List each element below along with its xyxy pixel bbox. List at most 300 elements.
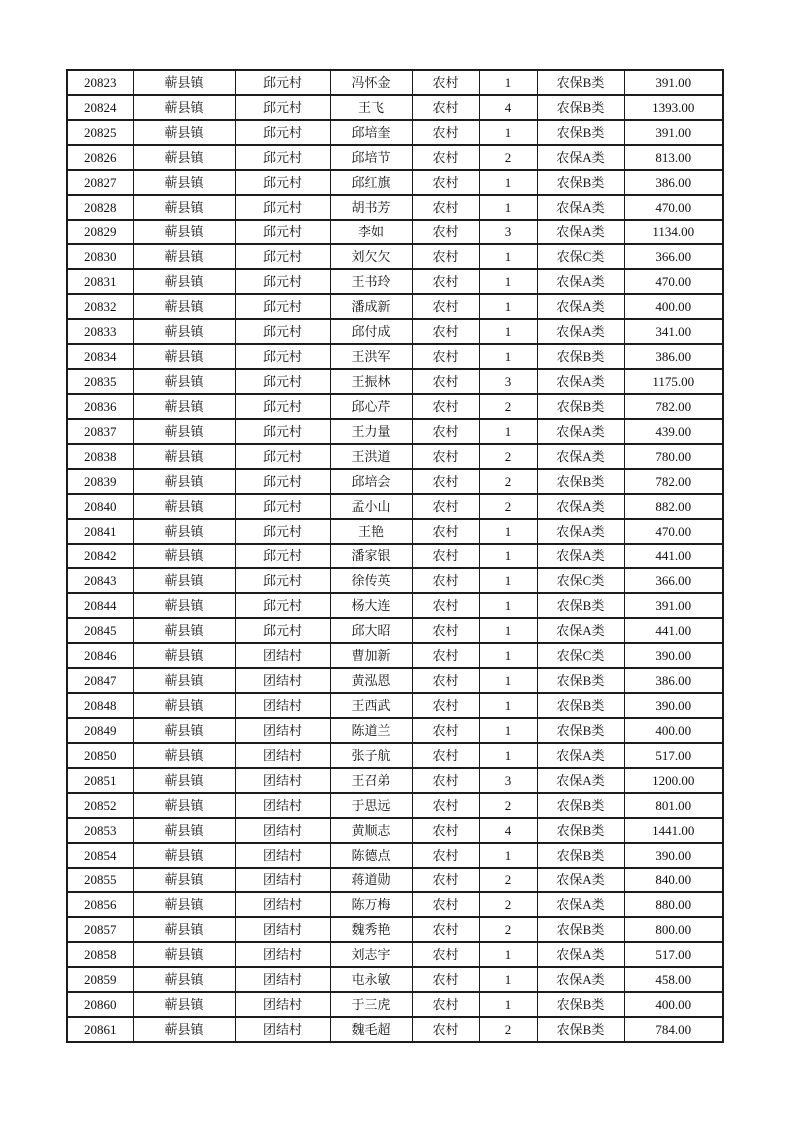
cell-village: 团结村 xyxy=(235,1017,330,1042)
cell-town: 蕲县镇 xyxy=(133,170,235,195)
cell-serial: 20857 xyxy=(67,917,133,942)
cell-residence_type: 农村 xyxy=(412,394,479,419)
cell-serial: 20858 xyxy=(67,942,133,967)
table-row xyxy=(67,892,723,917)
cell-town: 蕲县镇 xyxy=(133,942,235,967)
cell-insurance_category: 农保B类 xyxy=(537,818,624,843)
cell-amount: 1175.00 xyxy=(624,369,723,394)
cell-residence_type: 农村 xyxy=(412,344,479,369)
cell-person_count: 1 xyxy=(479,942,537,967)
cell-amount: 366.00 xyxy=(624,244,723,269)
cell-person_count: 1 xyxy=(479,294,537,319)
table-row xyxy=(67,394,723,419)
table-row xyxy=(67,145,723,170)
cell-name: 王洪道 xyxy=(330,444,412,469)
cell-person_count: 2 xyxy=(479,469,537,494)
cell-person_count: 2 xyxy=(479,868,537,893)
cell-amount: 517.00 xyxy=(624,743,723,768)
cell-name: 王振林 xyxy=(330,369,412,394)
cell-person_count: 1 xyxy=(479,618,537,643)
cell-insurance_category: 农保B类 xyxy=(537,70,624,95)
cell-serial: 20841 xyxy=(67,519,133,544)
cell-town: 蕲县镇 xyxy=(133,593,235,618)
cell-town: 蕲县镇 xyxy=(133,892,235,917)
cell-person_count: 3 xyxy=(479,220,537,245)
cell-residence_type: 农村 xyxy=(412,95,479,120)
cell-serial: 20854 xyxy=(67,843,133,868)
cell-name: 王召弟 xyxy=(330,768,412,793)
cell-village: 邱元村 xyxy=(235,519,330,544)
cell-insurance_category: 农保A类 xyxy=(537,519,624,544)
cell-village: 团结村 xyxy=(235,668,330,693)
cell-amount: 1393.00 xyxy=(624,95,723,120)
cell-name: 邱培奎 xyxy=(330,120,412,145)
cell-insurance_category: 农保B类 xyxy=(537,170,624,195)
cell-town: 蕲县镇 xyxy=(133,967,235,992)
cell-town: 蕲县镇 xyxy=(133,294,235,319)
cell-name: 蒋道勋 xyxy=(330,868,412,893)
cell-person_count: 4 xyxy=(479,95,537,120)
cell-village: 邱元村 xyxy=(235,469,330,494)
cell-person_count: 1 xyxy=(479,120,537,145)
table-row xyxy=(67,220,723,245)
cell-insurance_category: 农保B类 xyxy=(537,593,624,618)
cell-residence_type: 农村 xyxy=(412,843,479,868)
cell-village: 邱元村 xyxy=(235,344,330,369)
cell-serial: 20835 xyxy=(67,369,133,394)
cell-insurance_category: 农保A类 xyxy=(537,544,624,569)
cell-amount: 391.00 xyxy=(624,70,723,95)
cell-village: 团结村 xyxy=(235,818,330,843)
cell-residence_type: 农村 xyxy=(412,170,479,195)
cell-residence_type: 农村 xyxy=(412,668,479,693)
cell-residence_type: 农村 xyxy=(412,269,479,294)
cell-village: 邱元村 xyxy=(235,195,330,220)
cell-serial: 20850 xyxy=(67,743,133,768)
cell-residence_type: 农村 xyxy=(412,942,479,967)
cell-person_count: 3 xyxy=(479,369,537,394)
cell-town: 蕲县镇 xyxy=(133,992,235,1017)
cell-serial: 20847 xyxy=(67,668,133,693)
table-row xyxy=(67,868,723,893)
cell-town: 蕲县镇 xyxy=(133,793,235,818)
cell-name: 邱大昭 xyxy=(330,618,412,643)
cell-amount: 470.00 xyxy=(624,195,723,220)
cell-person_count: 1 xyxy=(479,843,537,868)
cell-village: 团结村 xyxy=(235,793,330,818)
cell-serial: 20823 xyxy=(67,70,133,95)
cell-insurance_category: 农保B类 xyxy=(537,469,624,494)
cell-person_count: 2 xyxy=(479,444,537,469)
cell-amount: 800.00 xyxy=(624,917,723,942)
cell-serial: 20826 xyxy=(67,145,133,170)
cell-person_count: 2 xyxy=(479,793,537,818)
table-row xyxy=(67,519,723,544)
cell-name: 于三虎 xyxy=(330,992,412,1017)
cell-residence_type: 农村 xyxy=(412,319,479,344)
table-row xyxy=(67,843,723,868)
table-row xyxy=(67,618,723,643)
cell-insurance_category: 农保A类 xyxy=(537,145,624,170)
cell-village: 邱元村 xyxy=(235,544,330,569)
cell-serial: 20838 xyxy=(67,444,133,469)
cell-residence_type: 农村 xyxy=(412,917,479,942)
cell-village: 团结村 xyxy=(235,917,330,942)
cell-name: 张子航 xyxy=(330,743,412,768)
cell-residence_type: 农村 xyxy=(412,992,479,1017)
cell-name: 陈道兰 xyxy=(330,718,412,743)
cell-name: 徐传英 xyxy=(330,568,412,593)
cell-serial: 20855 xyxy=(67,868,133,893)
cell-serial: 20829 xyxy=(67,220,133,245)
cell-residence_type: 农村 xyxy=(412,967,479,992)
cell-serial: 20849 xyxy=(67,718,133,743)
cell-insurance_category: 农保A类 xyxy=(537,220,624,245)
cell-name: 曹加新 xyxy=(330,643,412,668)
cell-town: 蕲县镇 xyxy=(133,220,235,245)
cell-name: 王飞 xyxy=(330,95,412,120)
cell-town: 蕲县镇 xyxy=(133,444,235,469)
cell-residence_type: 农村 xyxy=(412,593,479,618)
cell-amount: 400.00 xyxy=(624,294,723,319)
cell-village: 邱元村 xyxy=(235,419,330,444)
cell-serial: 20824 xyxy=(67,95,133,120)
table-row xyxy=(67,344,723,369)
cell-person_count: 1 xyxy=(479,319,537,344)
cell-residence_type: 农村 xyxy=(412,743,479,768)
cell-residence_type: 农村 xyxy=(412,244,479,269)
cell-person_count: 2 xyxy=(479,917,537,942)
cell-name: 邱培会 xyxy=(330,469,412,494)
cell-person_count: 1 xyxy=(479,992,537,1017)
cell-serial: 20837 xyxy=(67,419,133,444)
cell-name: 邱付成 xyxy=(330,319,412,344)
cell-village: 团结村 xyxy=(235,693,330,718)
cell-insurance_category: 农保A类 xyxy=(537,618,624,643)
cell-village: 邱元村 xyxy=(235,494,330,519)
cell-village: 邱元村 xyxy=(235,170,330,195)
cell-amount: 400.00 xyxy=(624,718,723,743)
cell-serial: 20842 xyxy=(67,544,133,569)
cell-person_count: 1 xyxy=(479,70,537,95)
cell-residence_type: 农村 xyxy=(412,70,479,95)
table-row xyxy=(67,917,723,942)
cell-insurance_category: 农保A类 xyxy=(537,419,624,444)
cell-name: 邱培节 xyxy=(330,145,412,170)
records-table xyxy=(66,69,724,1043)
cell-amount: 801.00 xyxy=(624,793,723,818)
cell-village: 邱元村 xyxy=(235,70,330,95)
table-row xyxy=(67,942,723,967)
cell-insurance_category: 农保B类 xyxy=(537,394,624,419)
table-row xyxy=(67,444,723,469)
cell-amount: 880.00 xyxy=(624,892,723,917)
table-row xyxy=(67,319,723,344)
cell-village: 邱元村 xyxy=(235,294,330,319)
cell-residence_type: 农村 xyxy=(412,793,479,818)
cell-name: 黄顺志 xyxy=(330,818,412,843)
cell-amount: 391.00 xyxy=(624,593,723,618)
cell-village: 团结村 xyxy=(235,992,330,1017)
table-row xyxy=(67,269,723,294)
cell-town: 蕲县镇 xyxy=(133,768,235,793)
cell-name: 冯怀金 xyxy=(330,70,412,95)
cell-serial: 20845 xyxy=(67,618,133,643)
cell-town: 蕲县镇 xyxy=(133,917,235,942)
cell-residence_type: 农村 xyxy=(412,120,479,145)
cell-village: 团结村 xyxy=(235,868,330,893)
cell-name: 王艳 xyxy=(330,519,412,544)
cell-village: 团结村 xyxy=(235,967,330,992)
cell-serial: 20839 xyxy=(67,469,133,494)
cell-village: 团结村 xyxy=(235,843,330,868)
cell-residence_type: 农村 xyxy=(412,868,479,893)
cell-person_count: 1 xyxy=(479,593,537,618)
table-row xyxy=(67,668,723,693)
cell-serial: 20852 xyxy=(67,793,133,818)
cell-serial: 20830 xyxy=(67,244,133,269)
table-row xyxy=(67,369,723,394)
cell-village: 邱元村 xyxy=(235,618,330,643)
cell-serial: 20861 xyxy=(67,1017,133,1042)
cell-amount: 1134.00 xyxy=(624,220,723,245)
cell-amount: 391.00 xyxy=(624,120,723,145)
cell-person_count: 1 xyxy=(479,170,537,195)
cell-town: 蕲县镇 xyxy=(133,868,235,893)
cell-amount: 782.00 xyxy=(624,469,723,494)
cell-residence_type: 农村 xyxy=(412,544,479,569)
cell-town: 蕲县镇 xyxy=(133,718,235,743)
table-row xyxy=(67,693,723,718)
cell-village: 邱元村 xyxy=(235,145,330,170)
cell-amount: 386.00 xyxy=(624,170,723,195)
cell-insurance_category: 农保B类 xyxy=(537,793,624,818)
cell-residence_type: 农村 xyxy=(412,519,479,544)
cell-person_count: 2 xyxy=(479,892,537,917)
cell-town: 蕲县镇 xyxy=(133,643,235,668)
cell-insurance_category: 农保B类 xyxy=(537,693,624,718)
cell-name: 屯永敏 xyxy=(330,967,412,992)
cell-name: 潘家银 xyxy=(330,544,412,569)
cell-insurance_category: 农保A类 xyxy=(537,269,624,294)
cell-serial: 20859 xyxy=(67,967,133,992)
cell-residence_type: 农村 xyxy=(412,1017,479,1042)
cell-serial: 20832 xyxy=(67,294,133,319)
cell-residence_type: 农村 xyxy=(412,294,479,319)
cell-person_count: 1 xyxy=(479,668,537,693)
cell-amount: 439.00 xyxy=(624,419,723,444)
cell-name: 黄泓恩 xyxy=(330,668,412,693)
cell-name: 魏毛超 xyxy=(330,1017,412,1042)
cell-amount: 390.00 xyxy=(624,843,723,868)
cell-serial: 20828 xyxy=(67,195,133,220)
cell-town: 蕲县镇 xyxy=(133,319,235,344)
cell-amount: 341.00 xyxy=(624,319,723,344)
cell-village: 邱元村 xyxy=(235,269,330,294)
cell-amount: 390.00 xyxy=(624,643,723,668)
cell-amount: 400.00 xyxy=(624,992,723,1017)
cell-serial: 20856 xyxy=(67,892,133,917)
cell-insurance_category: 农保B类 xyxy=(537,843,624,868)
cell-town: 蕲县镇 xyxy=(133,269,235,294)
cell-town: 蕲县镇 xyxy=(133,568,235,593)
cell-town: 蕲县镇 xyxy=(133,668,235,693)
cell-town: 蕲县镇 xyxy=(133,843,235,868)
cell-insurance_category: 农保C类 xyxy=(537,244,624,269)
cell-town: 蕲县镇 xyxy=(133,195,235,220)
cell-person_count: 2 xyxy=(479,1017,537,1042)
cell-person_count: 1 xyxy=(479,519,537,544)
table-row xyxy=(67,244,723,269)
cell-residence_type: 农村 xyxy=(412,145,479,170)
cell-residence_type: 农村 xyxy=(412,818,479,843)
cell-name: 刘欠欠 xyxy=(330,244,412,269)
table-row xyxy=(67,643,723,668)
cell-residence_type: 农村 xyxy=(412,693,479,718)
cell-name: 陈德点 xyxy=(330,843,412,868)
cell-amount: 517.00 xyxy=(624,942,723,967)
table-row xyxy=(67,793,723,818)
table-row xyxy=(67,818,723,843)
cell-insurance_category: 农保B类 xyxy=(537,992,624,1017)
cell-insurance_category: 农保A类 xyxy=(537,892,624,917)
cell-residence_type: 农村 xyxy=(412,618,479,643)
cell-insurance_category: 农保B类 xyxy=(537,718,624,743)
cell-amount: 780.00 xyxy=(624,444,723,469)
cell-town: 蕲县镇 xyxy=(133,244,235,269)
cell-insurance_category: 农保A类 xyxy=(537,743,624,768)
cell-town: 蕲县镇 xyxy=(133,1017,235,1042)
cell-village: 邱元村 xyxy=(235,220,330,245)
cell-person_count: 2 xyxy=(479,394,537,419)
cell-serial: 20848 xyxy=(67,693,133,718)
cell-name: 潘成新 xyxy=(330,294,412,319)
table-row xyxy=(67,992,723,1017)
cell-name: 于思远 xyxy=(330,793,412,818)
cell-person_count: 1 xyxy=(479,967,537,992)
cell-village: 团结村 xyxy=(235,718,330,743)
cell-insurance_category: 农保C类 xyxy=(537,643,624,668)
cell-name: 孟小山 xyxy=(330,494,412,519)
table-row xyxy=(67,568,723,593)
table-row xyxy=(67,743,723,768)
cell-name: 邱红旗 xyxy=(330,170,412,195)
cell-amount: 470.00 xyxy=(624,519,723,544)
cell-person_count: 3 xyxy=(479,768,537,793)
cell-name: 王洪军 xyxy=(330,344,412,369)
cell-amount: 882.00 xyxy=(624,494,723,519)
cell-village: 团结村 xyxy=(235,768,330,793)
cell-residence_type: 农村 xyxy=(412,768,479,793)
cell-insurance_category: 农保A类 xyxy=(537,444,624,469)
cell-person_count: 1 xyxy=(479,544,537,569)
cell-town: 蕲县镇 xyxy=(133,469,235,494)
cell-amount: 784.00 xyxy=(624,1017,723,1042)
cell-name: 王西武 xyxy=(330,693,412,718)
cell-name: 李如 xyxy=(330,220,412,245)
cell-serial: 20840 xyxy=(67,494,133,519)
cell-village: 团结村 xyxy=(235,892,330,917)
cell-person_count: 1 xyxy=(479,419,537,444)
cell-insurance_category: 农保B类 xyxy=(537,95,624,120)
cell-town: 蕲县镇 xyxy=(133,544,235,569)
table-row xyxy=(67,967,723,992)
cell-town: 蕲县镇 xyxy=(133,818,235,843)
cell-person_count: 1 xyxy=(479,269,537,294)
cell-town: 蕲县镇 xyxy=(133,519,235,544)
cell-village: 团结村 xyxy=(235,643,330,668)
cell-town: 蕲县镇 xyxy=(133,344,235,369)
cell-amount: 386.00 xyxy=(624,344,723,369)
cell-insurance_category: 农保B类 xyxy=(537,344,624,369)
cell-residence_type: 农村 xyxy=(412,469,479,494)
cell-insurance_category: 农保B类 xyxy=(537,1017,624,1042)
cell-residence_type: 农村 xyxy=(412,643,479,668)
cell-village: 邱元村 xyxy=(235,95,330,120)
cell-name: 胡书芳 xyxy=(330,195,412,220)
cell-serial: 20827 xyxy=(67,170,133,195)
cell-serial: 20860 xyxy=(67,992,133,1017)
cell-village: 邱元村 xyxy=(235,568,330,593)
cell-person_count: 1 xyxy=(479,568,537,593)
cell-village: 邱元村 xyxy=(235,369,330,394)
table-row xyxy=(67,195,723,220)
cell-person_count: 4 xyxy=(479,818,537,843)
cell-town: 蕲县镇 xyxy=(133,743,235,768)
table-row xyxy=(67,170,723,195)
cell-serial: 20853 xyxy=(67,818,133,843)
cell-name: 邱心芹 xyxy=(330,394,412,419)
cell-amount: 390.00 xyxy=(624,693,723,718)
cell-residence_type: 农村 xyxy=(412,718,479,743)
cell-town: 蕲县镇 xyxy=(133,95,235,120)
cell-insurance_category: 农保A类 xyxy=(537,768,624,793)
cell-town: 蕲县镇 xyxy=(133,120,235,145)
cell-name: 刘志宇 xyxy=(330,942,412,967)
table-row xyxy=(67,718,723,743)
cell-amount: 470.00 xyxy=(624,269,723,294)
cell-person_count: 2 xyxy=(479,494,537,519)
cell-village: 邱元村 xyxy=(235,319,330,344)
cell-town: 蕲县镇 xyxy=(133,618,235,643)
cell-serial: 20833 xyxy=(67,319,133,344)
cell-insurance_category: 农保C类 xyxy=(537,568,624,593)
table-row xyxy=(67,95,723,120)
cell-serial: 20836 xyxy=(67,394,133,419)
table-row xyxy=(67,1017,723,1042)
cell-town: 蕲县镇 xyxy=(133,70,235,95)
cell-insurance_category: 农保A类 xyxy=(537,294,624,319)
cell-name: 陈万梅 xyxy=(330,892,412,917)
cell-insurance_category: 农保A类 xyxy=(537,494,624,519)
cell-insurance_category: 农保A类 xyxy=(537,195,624,220)
table-row xyxy=(67,294,723,319)
cell-amount: 441.00 xyxy=(624,618,723,643)
cell-amount: 840.00 xyxy=(624,868,723,893)
cell-serial: 20843 xyxy=(67,568,133,593)
cell-amount: 366.00 xyxy=(624,568,723,593)
cell-town: 蕲县镇 xyxy=(133,419,235,444)
cell-town: 蕲县镇 xyxy=(133,693,235,718)
cell-person_count: 1 xyxy=(479,643,537,668)
cell-serial: 20825 xyxy=(67,120,133,145)
cell-amount: 458.00 xyxy=(624,967,723,992)
cell-person_count: 1 xyxy=(479,344,537,369)
cell-residence_type: 农村 xyxy=(412,568,479,593)
cell-person_count: 2 xyxy=(479,145,537,170)
cell-amount: 813.00 xyxy=(624,145,723,170)
cell-village: 邱元村 xyxy=(235,244,330,269)
